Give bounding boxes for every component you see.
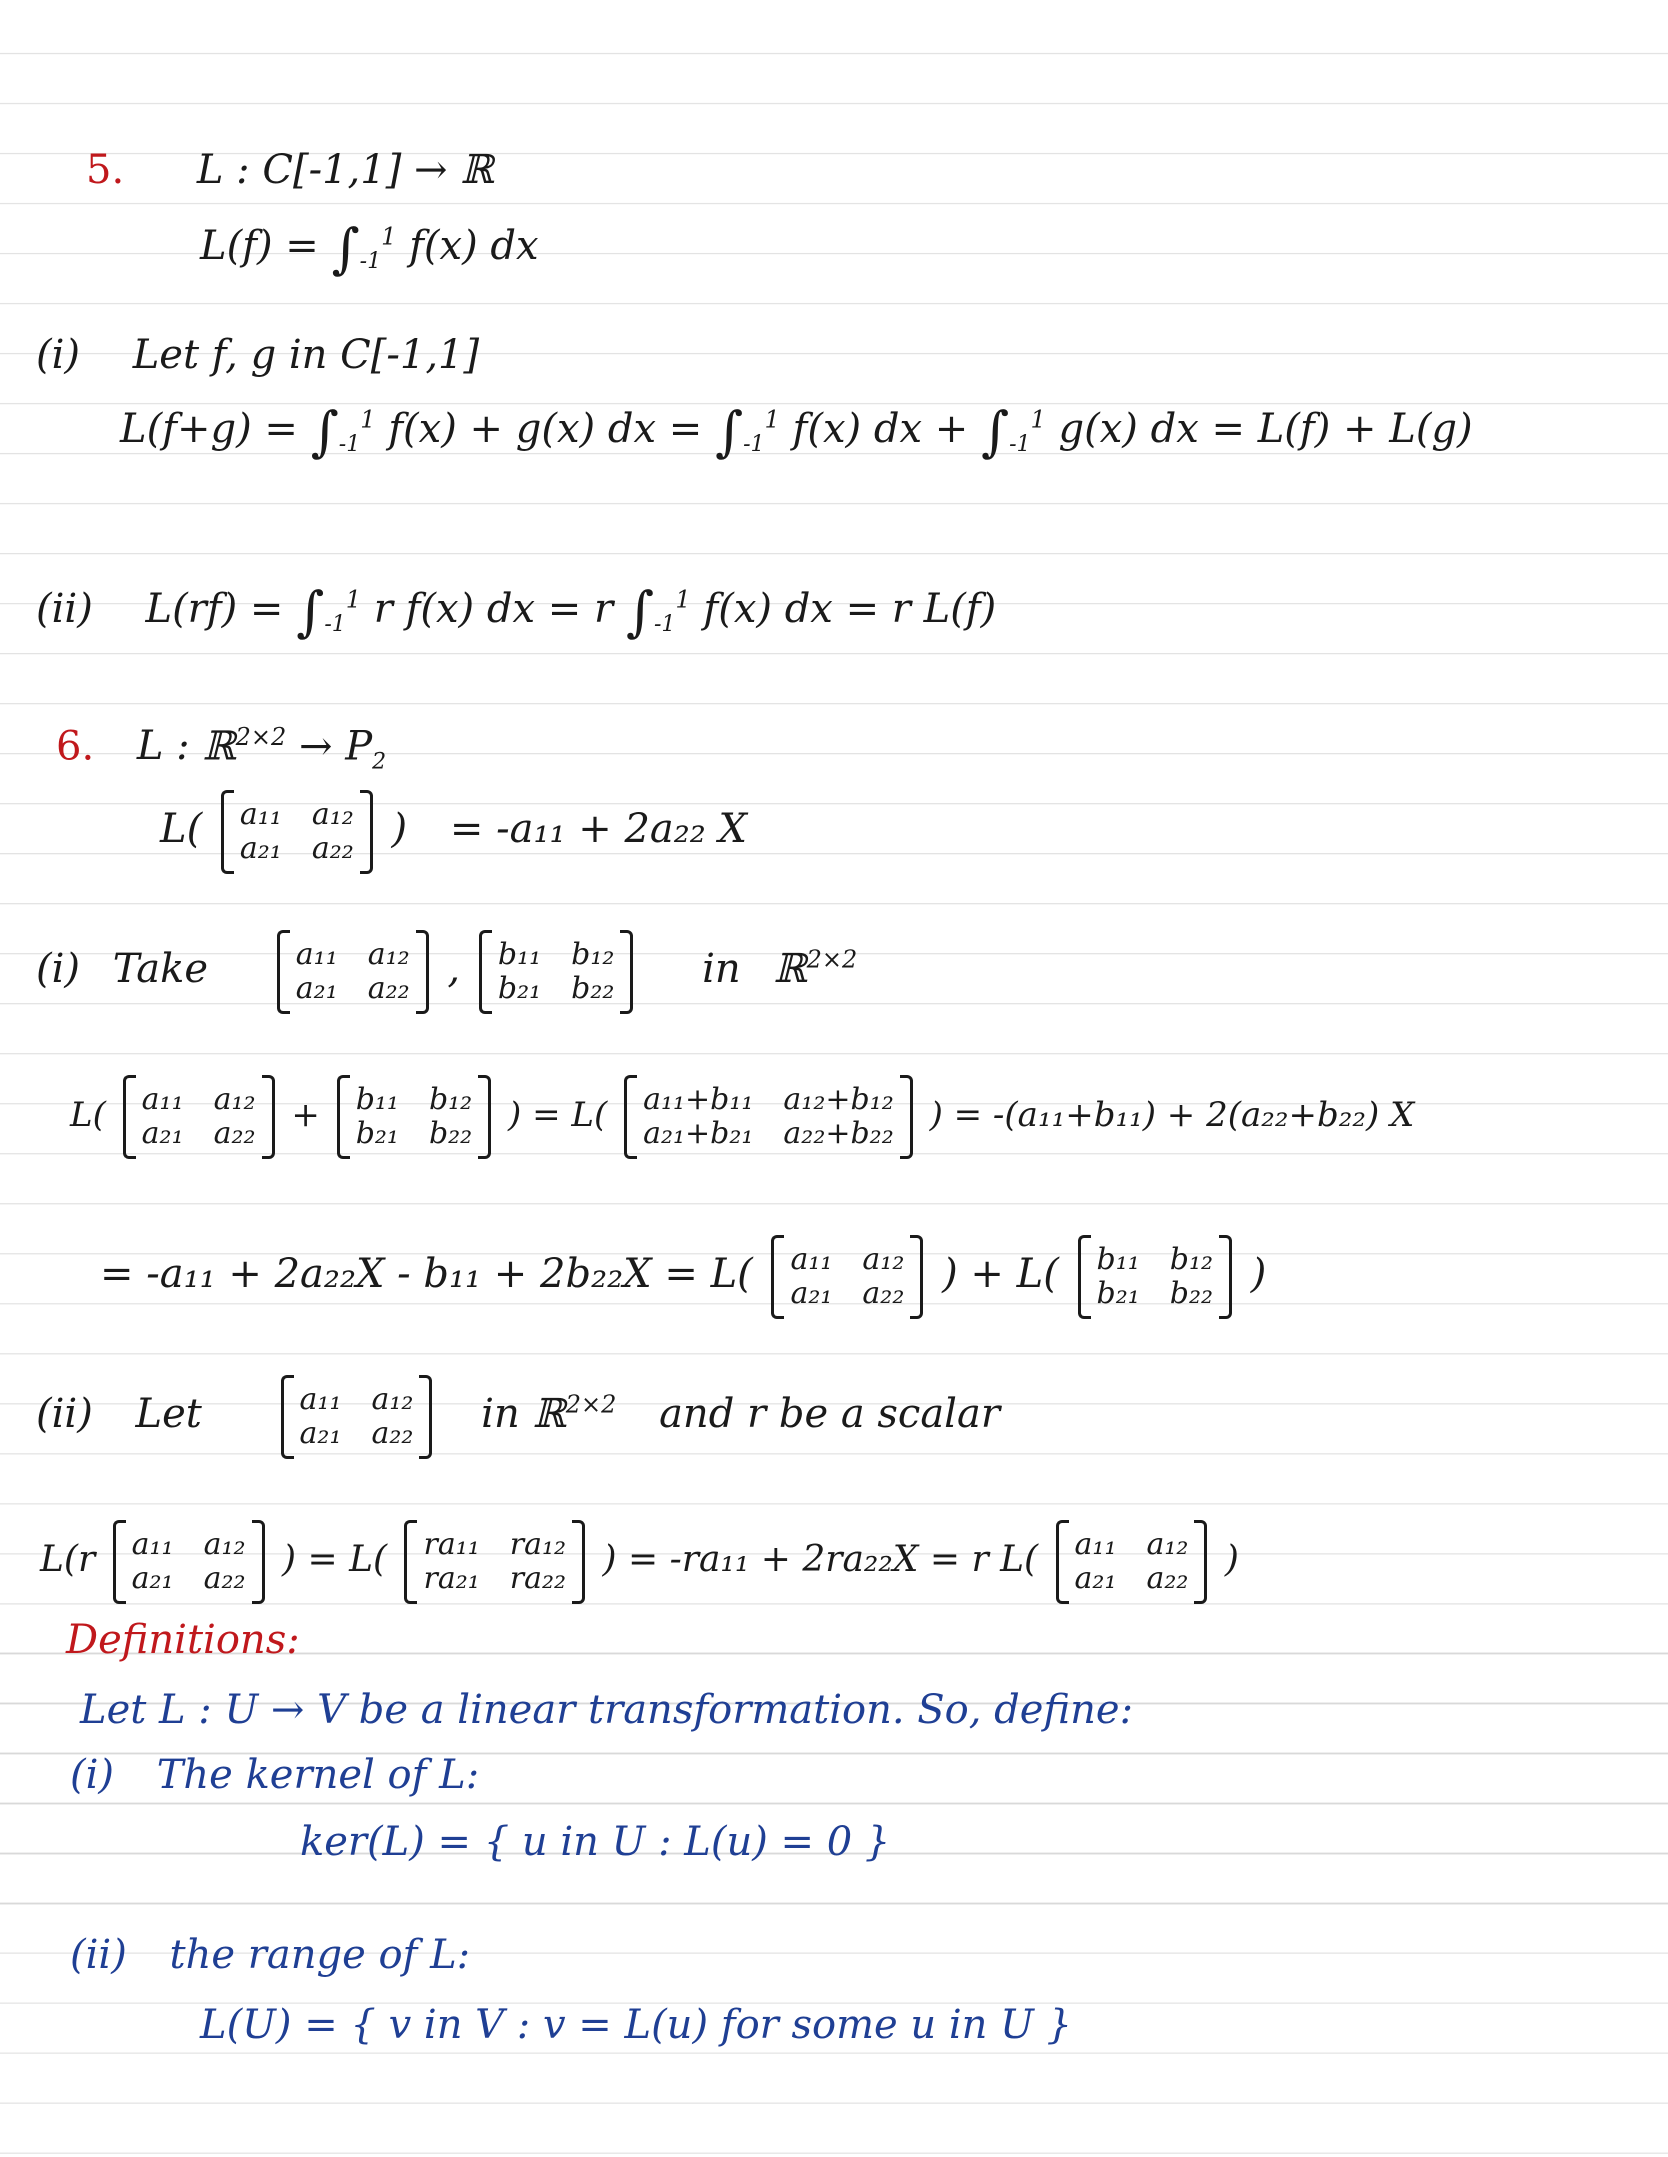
matrix-entry: a₁₁+b₁₁ [643, 1082, 754, 1117]
part-label: (i) [36, 332, 81, 378]
matrix-entry: a₂₁ [295, 971, 338, 1006]
matrix-b [337, 1075, 492, 1159]
integral-upper-limit: 1 [764, 405, 780, 434]
matrix-entry: a₂₁ [1074, 1561, 1117, 1596]
additivity-term: f(x) dx + [792, 406, 969, 452]
matrix-cells [126, 1527, 252, 1596]
matrix-entry: b₁₁ [355, 1082, 399, 1117]
definition-rhs: = -a₁₁ + 2a₂₂ X [449, 806, 748, 852]
integral-lower-limit: -1 [324, 612, 346, 637]
right-bracket [620, 930, 633, 1014]
matrix-cells [290, 937, 416, 1006]
additivity-result: g(x) dx = L(f) + L(g) [1058, 406, 1473, 452]
integral-upper-limit: 1 [381, 222, 397, 251]
homogeneity-result: ) = -ra₁₁ + 2ra₂₂X = r L( [602, 1539, 1039, 1580]
part-label: (i) [70, 1752, 115, 1798]
kernel-formula: ker(L) = { u in U : L(u) = 0 } [300, 1819, 891, 1865]
domain-space: ℝ [202, 723, 236, 770]
right-bracket [262, 1075, 275, 1159]
matrix-b [479, 930, 634, 1014]
definition-line [200, 217, 539, 280]
part-i-intro [36, 332, 480, 378]
left-bracket [277, 930, 290, 1014]
problem-number: 5. [86, 147, 125, 193]
left-bracket [404, 1520, 417, 1604]
matrix-cells [136, 1082, 262, 1151]
space-symbol: ℝ [773, 946, 807, 992]
equals-map: ) = L( [508, 1095, 608, 1135]
kernel-definition [70, 1752, 480, 1798]
in-word: in [702, 946, 741, 992]
part-label: (i) [36, 946, 81, 992]
part-label: (ii) [70, 1932, 127, 1978]
matrix-a [771, 1235, 923, 1319]
matrix-a [281, 1375, 433, 1459]
right-bracket [478, 1075, 491, 1159]
range-text: the range of L: [169, 1932, 471, 1978]
matrix-entry: b₁₂ [1169, 1242, 1214, 1277]
plus-sign: + [291, 1095, 320, 1135]
matrix-a [113, 1520, 265, 1604]
right-bracket [900, 1075, 913, 1159]
matrix-entry: a₁₂+b₁₂ [783, 1082, 894, 1117]
equals-map: ) = L( [281, 1539, 388, 1580]
matrix-entry: a₂₂ [311, 831, 354, 866]
map-close: ) [1250, 1251, 1267, 1297]
matrix-entry: a₂₂+b₂₂ [783, 1116, 894, 1151]
matrix-entry: a₁₂ [371, 1382, 414, 1417]
p6-part-i-take [36, 930, 857, 1014]
integral-lower-limit: -1 [338, 432, 361, 457]
matrix-entry: a₂₂ [213, 1116, 256, 1151]
space-dimension: 2×2 [565, 1390, 617, 1419]
matrix-entry: b₂₁ [355, 1116, 399, 1151]
matrix-entry: b₂₁ [497, 971, 542, 1006]
matrix-entry: a₂₂ [1146, 1561, 1189, 1596]
integral-sign: ∫ [310, 400, 339, 463]
right-bracket [252, 1520, 265, 1604]
matrix-cells [350, 1082, 479, 1151]
definitions-heading: Definitions: [66, 1617, 300, 1663]
homogeneity-lhs: L(rf) = [145, 586, 284, 632]
additivity-lhs: L(f+g) = [120, 406, 298, 452]
matrix-entry: a₁₂ [213, 1082, 256, 1117]
matrix-cells [1069, 1527, 1195, 1596]
right-bracket [1194, 1520, 1207, 1604]
matrix-entry: a₂₂ [371, 1416, 414, 1451]
right-bracket [572, 1520, 585, 1604]
matrix-entry: a₁₂ [367, 937, 410, 972]
left-bracket [281, 1375, 294, 1459]
left-bracket [123, 1075, 136, 1159]
scalar-clause: and r be a scalar [659, 1391, 1000, 1437]
integral-upper-limit: 1 [675, 585, 691, 614]
matrix-entry: a₂₂ [862, 1276, 905, 1311]
right-bracket [910, 1235, 923, 1319]
matrix-a [123, 1075, 275, 1159]
matrix-entry: ra₂₁ [423, 1561, 480, 1596]
map-call: L( [70, 1095, 106, 1135]
integral-lower-limit: -1 [653, 612, 676, 637]
p6-additivity-line-2 [100, 1235, 1266, 1319]
in-word: in [481, 1391, 520, 1437]
integral-upper-limit: 1 [360, 405, 376, 434]
range-formula: L(U) = { v in V : v = L(u) for some u in U } [200, 2002, 1073, 2048]
range-definition [70, 1932, 471, 1978]
integral-lower-limit: -1 [359, 249, 382, 274]
additivity-line [120, 400, 1473, 463]
left-bracket [624, 1075, 637, 1159]
matrix-entry: a₁₁ [239, 797, 282, 832]
integral-lower-limit: -1 [1009, 432, 1031, 457]
integral-sign: ∫ [331, 217, 360, 280]
matrix-sum [624, 1075, 913, 1159]
part-label: (ii) [36, 1391, 93, 1437]
matrix-entry: a₁₂ [862, 1242, 905, 1277]
left-bracket [337, 1075, 350, 1159]
matrix-entry: ra₁₂ [509, 1527, 567, 1562]
matrix-cells [784, 1242, 910, 1311]
matrix-entry: b₁₂ [571, 937, 615, 972]
map-call: L( [160, 806, 203, 852]
matrix-entry: a₁₂ [1146, 1527, 1189, 1562]
matrix-entry: a₂₂ [203, 1561, 246, 1596]
matrix-entry: ra₁₁ [423, 1527, 480, 1562]
space-symbol: ℝ [532, 1391, 566, 1437]
integral-sign: ∫ [625, 580, 654, 643]
plus-map: ) + L( [942, 1251, 1059, 1297]
part-label: (ii) [36, 586, 93, 632]
matrix-entry: b₁₂ [428, 1082, 473, 1117]
matrix-entry: a₁₁ [131, 1527, 174, 1562]
matrix-entry: a₂₂ [367, 971, 410, 1006]
matrix-entry: a₂₁+b₂₁ [643, 1116, 754, 1151]
map-lhs: L : [136, 723, 190, 770]
matrix-entry: a₁₁ [790, 1242, 833, 1277]
matrix-cells [234, 797, 360, 866]
additivity-result: ) = -(a₁₁+b₁₁) + 2(a₂₂+b₂₂) X [929, 1095, 1415, 1135]
expanded-sum: = -a₁₁ + 2a₂₂X - b₁₁ + 2b₂₂X = L( [100, 1251, 753, 1297]
matrix-entry: a₁₁ [295, 937, 338, 972]
matrix-scaled [404, 1520, 585, 1604]
matrix-entry: a₁₁ [299, 1382, 342, 1417]
matrix-entry: a₁₁ [141, 1082, 184, 1117]
matrix-entry: a₂₁ [790, 1276, 833, 1311]
map-close: ) [1224, 1539, 1239, 1580]
map-call: L(r [40, 1539, 96, 1580]
homogeneity-result: f(x) dx = r L(f) [703, 586, 997, 632]
domain-dimension: 2×2 [235, 723, 287, 751]
matrix-cells [1091, 1242, 1220, 1311]
left-bracket [771, 1235, 784, 1319]
let-word: Let [135, 1391, 202, 1437]
matrix-cells [637, 1082, 900, 1151]
matrix-a [1056, 1520, 1208, 1604]
matrix-entry: a₂₁ [239, 831, 282, 866]
matrix-entry: b₂₂ [571, 971, 615, 1006]
matrix-entry: b₁₁ [1096, 1242, 1140, 1277]
right-bracket [416, 930, 429, 1014]
matrix-entry: b₂₁ [1096, 1276, 1140, 1311]
integral-upper-limit: 1 [1030, 405, 1046, 434]
p6-homogeneity-line [40, 1520, 1239, 1604]
p6-additivity-line [70, 1075, 1414, 1159]
integral-upper-limit: 1 [345, 585, 362, 614]
matrix-cells [294, 1382, 420, 1451]
kernel-text: The kernel of L: [156, 1752, 480, 1798]
p6-part-ii-let [36, 1375, 1000, 1459]
integral-sign: ∫ [980, 400, 1010, 463]
matrix-entry: b₂₂ [428, 1116, 473, 1151]
problem-6 [56, 725, 386, 773]
matrix-entry: b₁₁ [497, 937, 542, 972]
problem-number: 6. [56, 723, 95, 770]
matrix-cells [492, 937, 621, 1006]
codomain-degree: 2 [372, 749, 387, 775]
matrix-entry: a₂₁ [299, 1416, 342, 1451]
integral-sign: ∫ [714, 400, 744, 463]
homogeneity-term: r f(x) dx = r [373, 586, 614, 632]
matrix-entry: ra₂₂ [509, 1561, 567, 1596]
comma: , [447, 946, 461, 992]
matrix-a [221, 790, 373, 874]
right-bracket [419, 1375, 432, 1459]
integral-lower-limit: -1 [743, 432, 765, 457]
matrix-entry: a₁₂ [311, 797, 354, 832]
left-bracket [1056, 1520, 1069, 1604]
integrand: f(x) dx [409, 223, 539, 269]
matrix-cells [417, 1527, 572, 1596]
matrix-entry: a₂₁ [131, 1561, 174, 1596]
map-close: ) [391, 806, 408, 852]
codomain: → P [299, 723, 373, 770]
intro-text: Let f, g in C[-1,1] [132, 332, 480, 378]
integral-sign: ∫ [296, 580, 325, 643]
definitions-intro: Let L : U → V be a linear transformation. So, define: [80, 1687, 1134, 1733]
left-bracket [221, 790, 234, 874]
definition-lhs: L(f) = [200, 223, 319, 269]
matrix-b [1078, 1235, 1233, 1319]
matrix-entry: a₂₁ [141, 1116, 184, 1151]
left-bracket [479, 930, 492, 1014]
space-dimension: 2×2 [806, 945, 858, 974]
homogeneity-line [36, 580, 997, 643]
additivity-term: f(x) + g(x) dx = [388, 406, 703, 452]
right-bracket [360, 790, 373, 874]
take-word: Take [112, 946, 209, 992]
matrix-entry: a₁₁ [1074, 1527, 1117, 1562]
left-bracket [1078, 1235, 1091, 1319]
problem-5 [86, 147, 494, 193]
p6-definition [160, 790, 747, 874]
map-statement: L : C[-1,1] → ℝ [196, 147, 494, 193]
matrix-entry: a₁₂ [203, 1527, 246, 1562]
matrix-a [277, 930, 429, 1014]
matrix-entry: b₂₂ [1169, 1276, 1214, 1311]
right-bracket [1219, 1235, 1232, 1319]
left-bracket [113, 1520, 126, 1604]
